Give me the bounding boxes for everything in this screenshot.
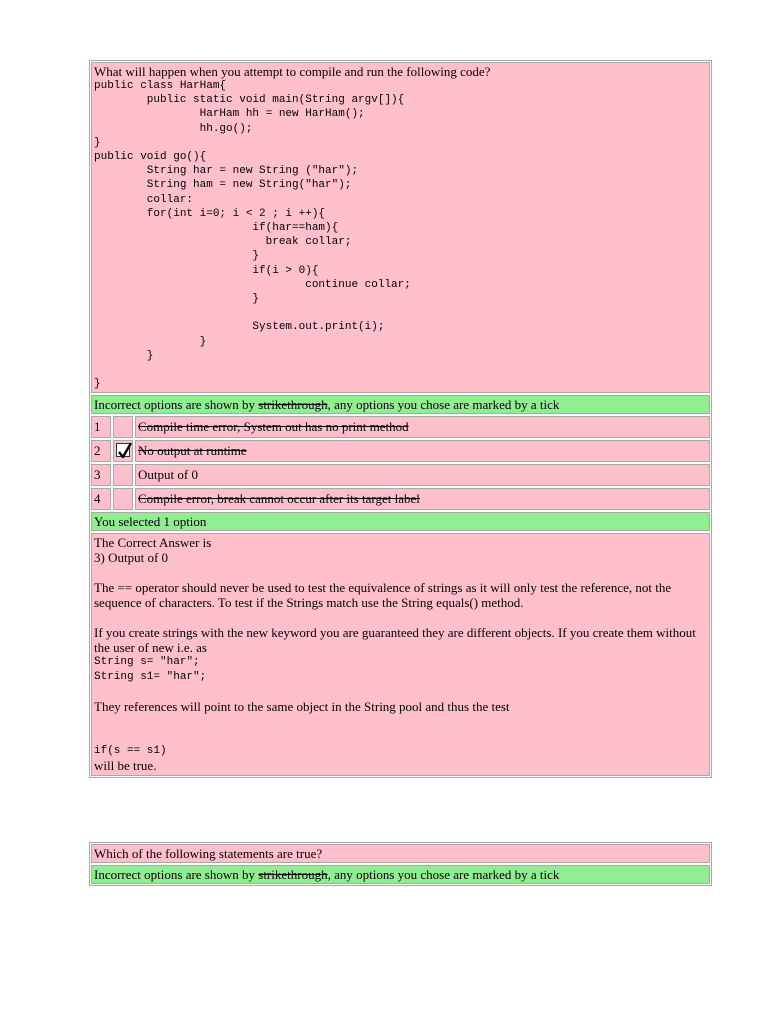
option-text: Compile time error, System out has no print method — [135, 416, 710, 438]
answer-heading: The Correct Answer is — [94, 535, 212, 551]
option-check-cell[interactable] — [113, 416, 133, 438]
question-1-legend — [91, 395, 710, 414]
explanation-para-2: If you create strings with the new keyword you are guaranteed they are different objects. If you create them without the user of new i.e. as — [94, 625, 696, 656]
option-row[interactable] — [91, 464, 710, 486]
legend-text-after: , any options you chose are marked by a tick — [327, 867, 560, 882]
answer-explanation — [91, 533, 710, 776]
question-1-prompt-cell — [91, 62, 710, 393]
option-number: 3 — [91, 464, 111, 486]
legend-strike-word: strikethrough — [258, 397, 328, 413]
question-1-code: public class HarHam{ public static void main(String argv[]){ HarHam hh = new HarHam(); hh.go(); } public void go(){ String har = new String ("har"); String ham = new String("har"); collar: for(int i=0; i < 2 ; i ++){ if(har==ham){ break collar; } if(i > 0){ continue collar; } System.out.print(i); } } } — [94, 80, 411, 391]
question-2-table — [89, 842, 712, 886]
option-check-cell[interactable] — [113, 440, 133, 462]
option-row[interactable] — [91, 488, 710, 510]
legend-strike-word: strikethrough — [258, 867, 328, 882]
explanation-code-2: if(s == s1) — [94, 744, 167, 757]
explanation-para-3: They references will point to the same object in the String pool and thus the test — [94, 698, 510, 714]
option-text: Compile error, break cannot occur after its target label — [135, 488, 710, 510]
explanation-code-1: String s= "har"; String s1= "har"; — [94, 656, 207, 683]
question-1-table — [89, 60, 712, 778]
option-number: 2 — [91, 440, 111, 462]
explanation-para-4: will be true. — [94, 758, 157, 774]
explanation-para-1: The == operator should never be used to test the equivalence of strings as it will only test the reference, not the sequence of characters. To test if the Strings match use the String equals() method. — [94, 580, 672, 611]
question-2-legend — [91, 865, 710, 884]
question-2-prompt: Which of the following statements are true? — [91, 844, 710, 863]
option-number: 4 — [91, 488, 111, 510]
answer-line: 3) Output of 0 — [94, 550, 169, 566]
option-row[interactable] — [91, 440, 710, 462]
option-row[interactable] — [91, 416, 710, 438]
legend-text-before: Incorrect options are shown by — [94, 867, 259, 882]
option-check-cell[interactable] — [113, 488, 133, 510]
legend-text-after: , any options you chose are marked by a tick — [327, 397, 560, 413]
option-number: 1 — [91, 416, 111, 438]
legend-text-before: Incorrect options are shown by — [94, 397, 259, 413]
options-list — [91, 416, 710, 510]
selected-count: You selected 1 option — [91, 512, 710, 531]
option-text: Output of 0 — [135, 464, 710, 486]
question-1-prompt: What will happen when you attempt to compile and run the following code? — [94, 64, 491, 79]
option-text: No output at runtime — [135, 440, 710, 462]
checkmark-icon — [116, 443, 130, 457]
option-check-cell[interactable] — [113, 464, 133, 486]
